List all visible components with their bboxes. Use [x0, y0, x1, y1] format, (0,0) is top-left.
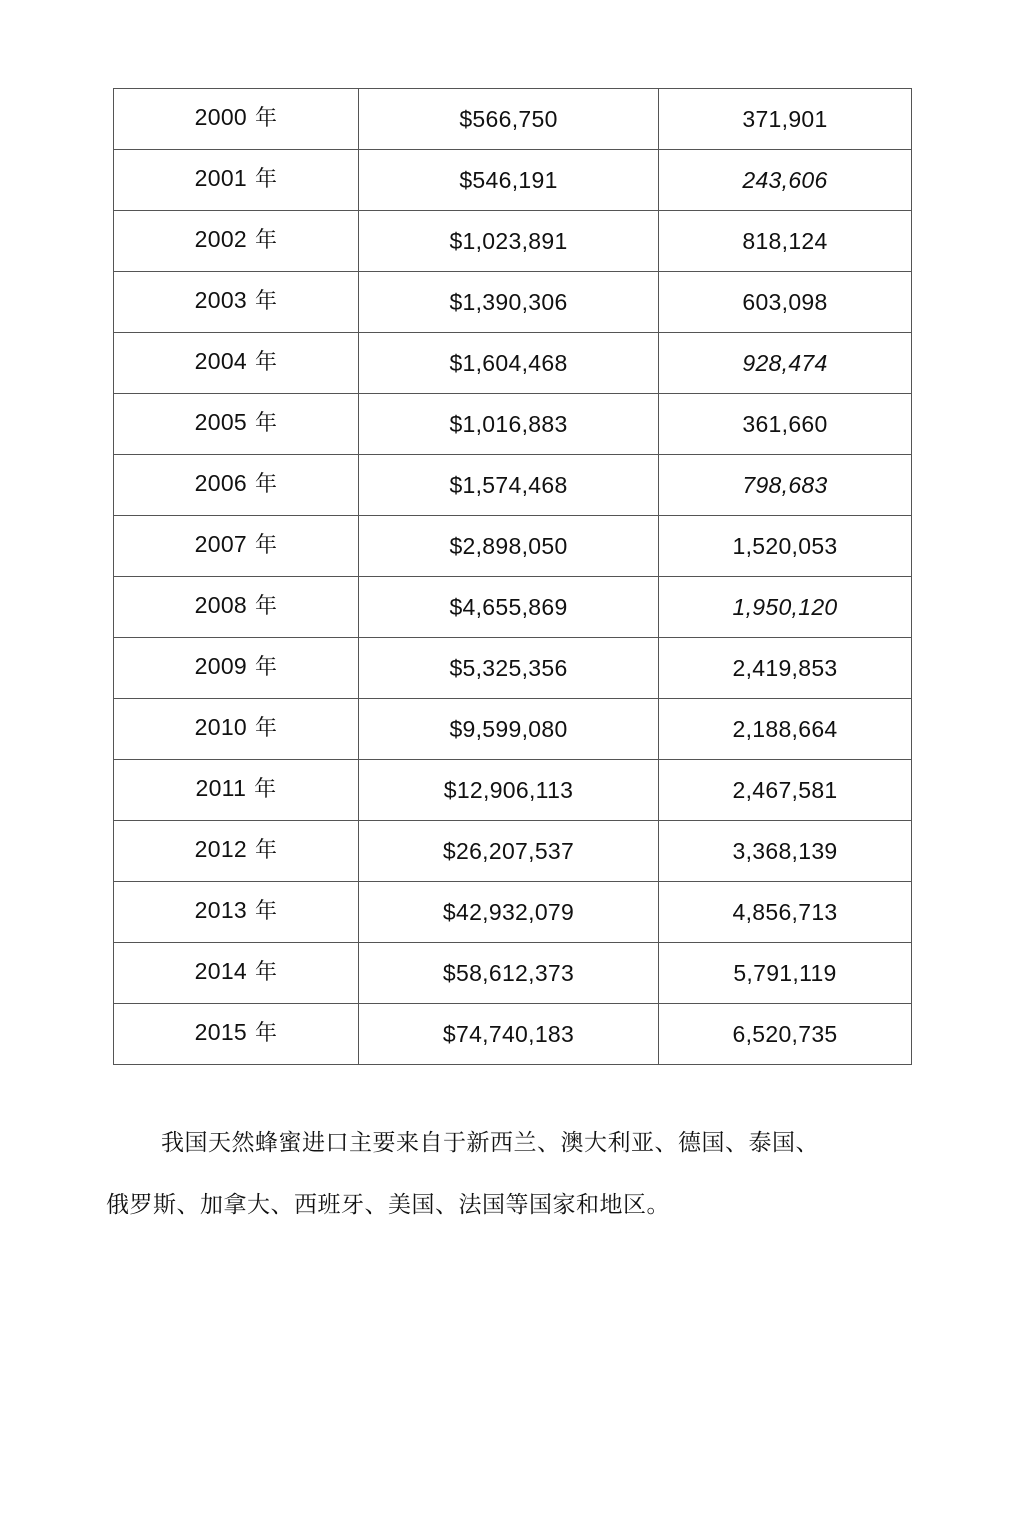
import-value-cell: $26,207,537	[359, 821, 659, 882]
import-quantity-cell: 2,188,664	[659, 699, 912, 760]
import-value-cell: $12,906,113	[359, 760, 659, 821]
year-suffix: 年	[255, 1020, 278, 1046]
table-row	[114, 516, 912, 577]
table-row	[114, 943, 912, 1004]
year-number: 2007	[194, 530, 248, 557]
year-number: 2010	[194, 713, 248, 740]
year-suffix: 年	[255, 593, 278, 619]
import-value-cell: $2,898,050	[359, 516, 659, 577]
year-number: 2009	[194, 652, 248, 679]
year-suffix: 年	[255, 654, 278, 680]
table-row	[114, 211, 912, 272]
import-quantity-cell: 6,520,735	[659, 1004, 912, 1065]
import-quantity-cell: 243,606	[659, 150, 912, 211]
year-cell	[114, 333, 359, 394]
year-cell	[114, 455, 359, 516]
table-row	[114, 89, 912, 150]
year-cell	[114, 882, 359, 943]
import-value-cell: $1,390,306	[359, 272, 659, 333]
year-suffix: 年	[254, 776, 277, 802]
table-row	[114, 760, 912, 821]
year-number: 2014	[194, 957, 248, 984]
import-value-cell: $9,599,080	[359, 699, 659, 760]
year-cell	[114, 150, 359, 211]
import-quantity-cell: 2,419,853	[659, 638, 912, 699]
honey-import-table	[113, 88, 912, 1065]
table-row	[114, 455, 912, 516]
year-number: 2012	[194, 835, 248, 862]
import-quantity-cell: 4,856,713	[659, 882, 912, 943]
year-number: 2013	[194, 896, 248, 923]
year-number: 2003	[194, 286, 248, 313]
year-suffix: 年	[255, 898, 278, 924]
year-suffix: 年	[255, 349, 278, 375]
year-number: 2008	[194, 591, 248, 618]
import-quantity-cell: 3,368,139	[659, 821, 912, 882]
year-cell	[114, 638, 359, 699]
year-suffix: 年	[255, 410, 278, 436]
import-quantity-cell: 1,950,120	[659, 577, 912, 638]
import-quantity-cell: 371,901	[659, 89, 912, 150]
import-value-cell: $4,655,869	[359, 577, 659, 638]
import-quantity-cell: 603,098	[659, 272, 912, 333]
table-row	[114, 1004, 912, 1065]
table-row	[114, 577, 912, 638]
year-suffix: 年	[255, 288, 278, 314]
import-quantity-cell: 928,474	[659, 333, 912, 394]
import-quantity-cell: 818,124	[659, 211, 912, 272]
import-quantity-cell: 5,791,119	[659, 943, 912, 1004]
table-row	[114, 699, 912, 760]
year-suffix: 年	[255, 105, 278, 131]
year-number: 2002	[194, 225, 248, 252]
year-number: 2011	[195, 774, 247, 801]
import-value-cell: $1,023,891	[359, 211, 659, 272]
import-value-cell: $1,016,883	[359, 394, 659, 455]
table-row	[114, 272, 912, 333]
year-cell	[114, 577, 359, 638]
import-value-cell: $74,740,183	[359, 1004, 659, 1065]
year-number: 2006	[194, 469, 248, 496]
year-cell	[114, 516, 359, 577]
year-suffix: 年	[255, 166, 278, 192]
import-value-cell: $546,191	[359, 150, 659, 211]
year-number: 2005	[194, 408, 248, 435]
import-value-cell: $42,932,079	[359, 882, 659, 943]
year-suffix: 年	[255, 532, 278, 558]
body-paragraph-line-1: 我国天然蜂蜜进口主要来自于新西兰、澳大利亚、德国、泰国、	[161, 1130, 819, 1156]
year-number: 2001	[194, 164, 248, 191]
table-row	[114, 333, 912, 394]
body-paragraph-line-2: 俄罗斯、加拿大、西班牙、美国、法国等国家和地区。	[106, 1192, 670, 1218]
year-suffix: 年	[255, 227, 278, 253]
year-suffix: 年	[255, 837, 278, 863]
year-suffix: 年	[255, 471, 278, 497]
year-cell	[114, 1004, 359, 1065]
import-value-cell: $1,574,468	[359, 455, 659, 516]
import-value-cell: $58,612,373	[359, 943, 659, 1004]
import-quantity-cell: 361,660	[659, 394, 912, 455]
table-row	[114, 638, 912, 699]
import-quantity-cell: 1,520,053	[659, 516, 912, 577]
table-row	[114, 394, 912, 455]
import-quantity-cell: 798,683	[659, 455, 912, 516]
year-cell	[114, 699, 359, 760]
year-cell	[114, 272, 359, 333]
year-suffix: 年	[255, 959, 278, 985]
import-value-cell: $566,750	[359, 89, 659, 150]
year-number: 2004	[194, 347, 248, 374]
table-body	[114, 89, 912, 1065]
year-cell	[114, 821, 359, 882]
year-cell	[114, 943, 359, 1004]
year-cell	[114, 760, 359, 821]
year-number: 2015	[194, 1018, 248, 1045]
year-cell	[114, 89, 359, 150]
year-cell	[114, 394, 359, 455]
table-row	[114, 150, 912, 211]
import-value-cell: $5,325,356	[359, 638, 659, 699]
import-quantity-cell: 2,467,581	[659, 760, 912, 821]
year-number: 2000	[194, 103, 248, 130]
table-row	[114, 821, 912, 882]
year-cell	[114, 211, 359, 272]
table-row	[114, 882, 912, 943]
import-value-cell: $1,604,468	[359, 333, 659, 394]
year-suffix: 年	[255, 715, 278, 741]
